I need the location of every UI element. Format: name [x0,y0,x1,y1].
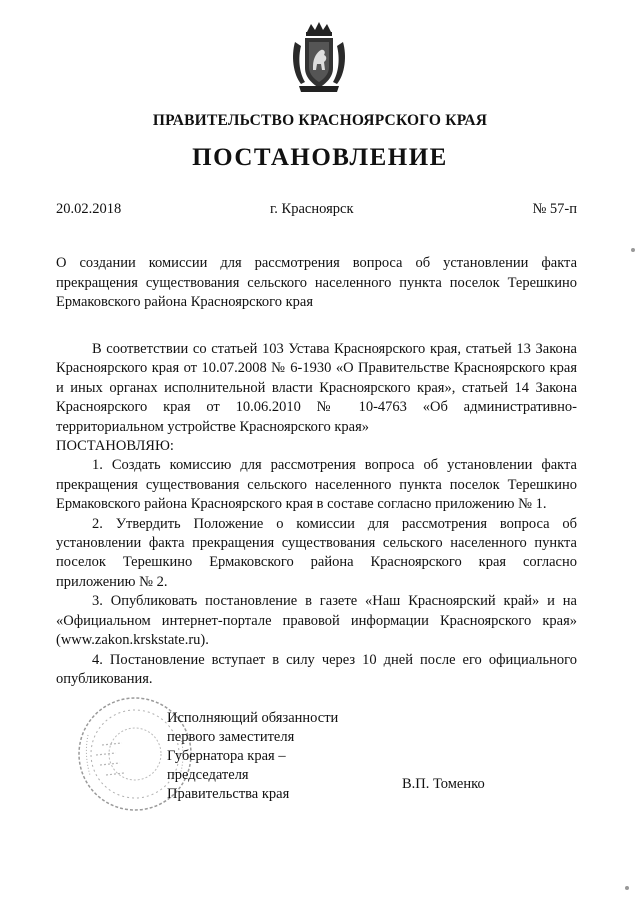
preamble-paragraph: В соответствии со статьей 103 Устава Красноярского края, статьей 13 Закона Красноярского края от 10.07.2008 № 6-1930 «О Правительстве Красноярского края и иных органах исполнительной власти Красноярского края», статьей 14 Закона Красноярского края от 10.06.2010 № 10-4763 «Об административно-территориальном устройстве Красноярского края» [56,341,577,435]
list-item: 4. Постановление вступает в силу через 10 дней после его официального опубликования. [56,651,577,687]
list-item: 1. Создать комиссию для рассмотрения вопроса об установлении факта прекращения существования сельского населенного пункта поселок Терешкино Ермаковского района Красноярского края в составе согласно приложению № 1. [56,457,577,513]
resolve-heading: ПОСТАНОВЛЯЮ: [56,438,174,455]
scan-mark [631,248,635,252]
signer-name: В.П. Томенко [402,776,485,792]
signature-line: Исполняющий обязанности [167,710,339,726]
signature-position [167,709,338,804]
government-title: ПРАВИТЕЛЬСТВО КРАСНОЯРСКОГО КРАЯ [152,112,488,129]
document-city: г. Красноярск [270,201,354,217]
document-type-title: ПОСТАНОВЛЕНИЕ [192,144,448,171]
document-meta [56,201,577,221]
scan-mark [625,886,629,890]
coat-of-arms-icon [291,22,347,96]
list-item: 2. Утвердить Положение о комиссии для рассмотрения вопроса об установлении факта прекращения существования сельского населенного пункта поселок Терешкино Ермаковского района Красноярского края согласно приложению № 2. [56,515,577,590]
document-subject: О создании комиссии для рассмотрения вопроса об установлении факта прекращения существования сельского населенного пункта поселок Терешкино Ермаковского района Красноярского края [56,255,577,310]
signature-line: председателя [167,767,249,783]
signature-line: Правительства края [167,786,290,802]
document-body [56,340,577,689]
signature-line: первого заместителя [167,729,295,745]
list-item: 3. Опубликовать постановление в газете «Наш Красноярский край» и на «Официальном интернет-портале правовой информации Красноярского края» (www.zakon.krskstate.ru). [56,593,577,649]
signature-line: Губернатора края – [167,748,286,764]
document-number: № 57-п [532,201,577,217]
document-date: 20.02.2018 [56,201,122,217]
